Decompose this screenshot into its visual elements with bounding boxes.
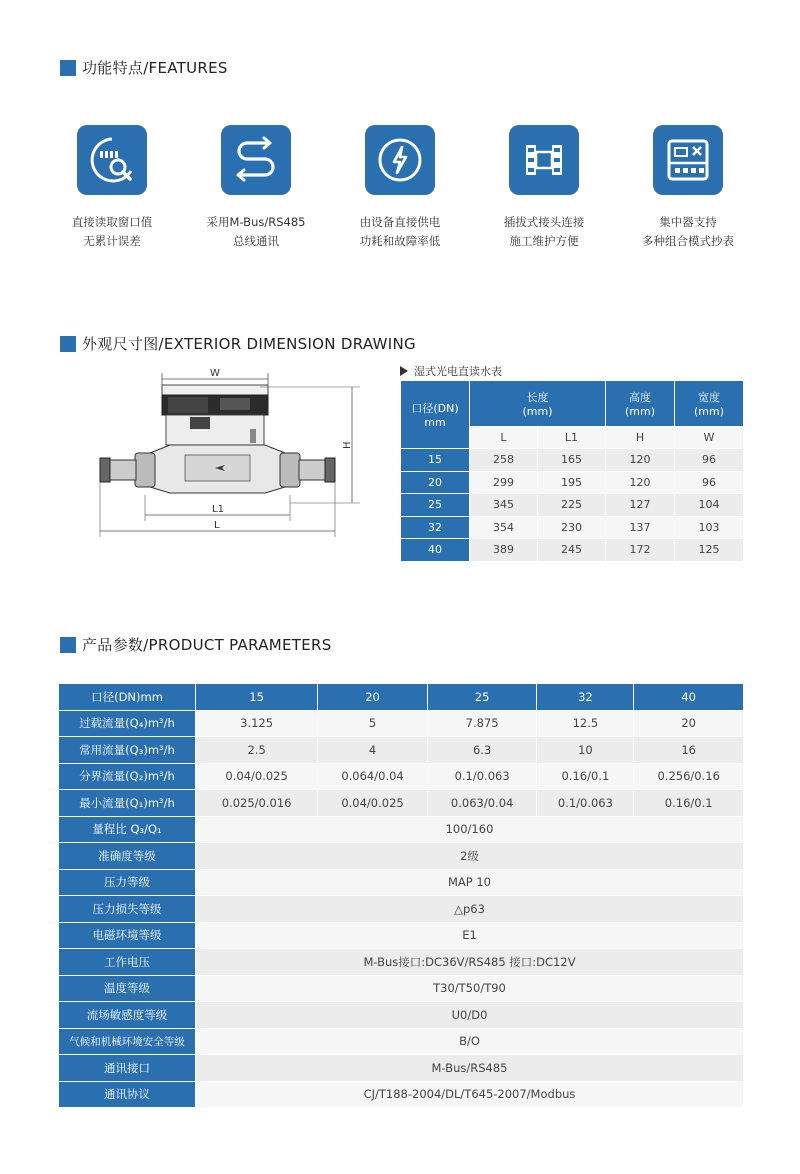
feature-item: 集中器支持 多种组合模式抄表 xyxy=(616,125,760,251)
section-title-dimension: 外观尺寸图/EXTERIOR DIMENSION DRAWING xyxy=(60,333,416,354)
dim-label-l: L xyxy=(214,520,220,531)
table-header-row: 口径(DN)mm 15 20 25 32 40 xyxy=(59,684,744,711)
table-row: 常用流量(Q₃)m³/h 2.5 4 6.3 10 16 xyxy=(59,737,744,764)
table-row: 分界流量(Q₂)m³/h 0.04/0.025 0.064/0.04 0.1/0.063 0.16/0.1 0.256/0.16 xyxy=(59,763,744,790)
dim-sub-h: H xyxy=(606,427,675,449)
water-meter-drawing xyxy=(90,365,380,545)
table-row: 电磁环境等级 E1 xyxy=(59,922,744,949)
section-title-params: 产品参数/PRODUCT PARAMETERS xyxy=(60,634,332,655)
window-magnifier-icon xyxy=(77,125,147,195)
plug-connector-icon xyxy=(509,125,579,195)
dim-sub-w: W xyxy=(675,427,744,449)
table-row: 准确度等级 2级 xyxy=(59,843,744,870)
parameters-table xyxy=(58,683,744,1108)
table-row: 温度等级 T30/T50/T90 xyxy=(59,975,744,1002)
table-row: 通讯协议 CJ/T188-2004/DL/T645-2007/Modbus xyxy=(59,1081,744,1108)
dim-label-h: H xyxy=(342,441,353,449)
section-marker xyxy=(60,60,76,76)
feature-item: 由设备直接供电 功耗和故障率低 xyxy=(328,125,472,251)
section-marker xyxy=(60,637,76,653)
table-row: 气候和机械环境安全等级 B/O xyxy=(59,1028,744,1055)
table-row: 量程比 Q₃/Q₁ 100/160 xyxy=(59,816,744,843)
dim-sub-l1: L1 xyxy=(538,427,606,449)
table-row: 40 389 245 172 125 xyxy=(401,539,744,562)
dim-label-l1: L1 xyxy=(212,504,224,515)
dim-sub-l: L xyxy=(470,427,538,449)
table-row: 25 345 225 127 104 xyxy=(401,494,744,517)
feature-item: 采用M-Bus/RS485 总线通讯 xyxy=(184,125,328,251)
section-title-features: 功能特点/FEATURES xyxy=(60,57,228,78)
table-row: 压力等级 MAP 10 xyxy=(59,869,744,896)
table-row: 过载流量(Q₄)m³/h 3.125 5 7.875 12.5 20 xyxy=(59,710,744,737)
dim-header-height: 高度 (mm) xyxy=(606,381,675,427)
table-row: 工作电压 M-Bus接口:DC36V/RS485 接口:DC12V xyxy=(59,949,744,976)
lightning-icon xyxy=(365,125,435,195)
dim-table-caption: 湿式光电直读水表 xyxy=(400,363,502,379)
dim-header-dn: 口径(DN) mm xyxy=(401,381,470,449)
table-row: 20 299 195 120 96 xyxy=(401,471,744,494)
dimension-table xyxy=(400,380,744,562)
features-list xyxy=(40,125,760,255)
table-row: 压力损失等级 △p63 xyxy=(59,896,744,923)
dim-label-w: W xyxy=(210,368,220,379)
dim-header-length: 长度 (mm) xyxy=(470,381,606,427)
feature-item: 直接读取窗口值 无累计误差 xyxy=(40,125,184,251)
feature-item: 插拔式接头连接 施工维护方便 xyxy=(472,125,616,251)
dim-header-width: 宽度 (mm) xyxy=(675,381,744,427)
table-row: 流场敏感度等级 U0/D0 xyxy=(59,1002,744,1029)
concentrator-icon xyxy=(653,125,723,195)
section-marker xyxy=(60,336,76,352)
table-row: 最小流量(Q₁)m³/h 0.025/0.016 0.04/0.025 0.063/0.04 0.1/0.063 0.16/0.1 xyxy=(59,790,744,817)
triangle-icon xyxy=(400,366,408,376)
table-row: 15 258 165 120 96 xyxy=(401,449,744,472)
table-row: 32 354 230 137 103 xyxy=(401,516,744,539)
table-row: 通讯接口 M-Bus/RS485 xyxy=(59,1055,744,1082)
bus-arrows-icon xyxy=(221,125,291,195)
